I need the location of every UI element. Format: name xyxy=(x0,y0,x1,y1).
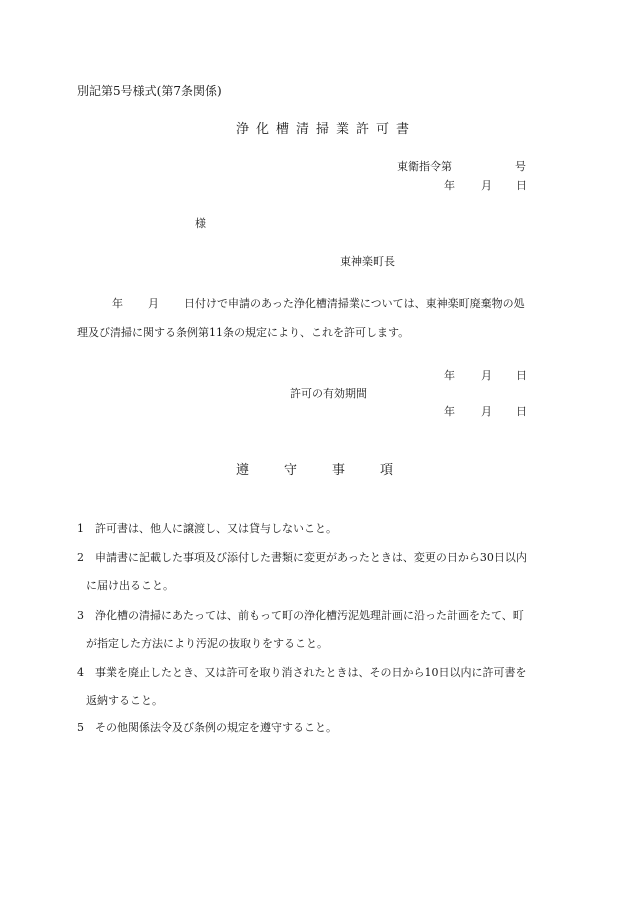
document-title: 浄化槽清掃業許可書 xyxy=(236,122,417,137)
obligations-heading-char-2: 守 xyxy=(284,463,298,478)
item-text: 申請書に記載した事項及び添付した書類に変更があったときは、変更の日から30日以内 xyxy=(95,551,527,564)
item-number: 2 xyxy=(77,551,84,564)
body-year: 年 xyxy=(112,297,123,310)
item-number: 1 xyxy=(77,522,84,535)
addressee-suffix: 様 xyxy=(195,217,206,230)
issue-date-day: 日 xyxy=(516,179,527,192)
issue-date-year: 年 xyxy=(444,179,455,192)
body-line-2: 理及び清掃に関する条例第11条の規定により、これを許可します。 xyxy=(77,326,410,339)
item-number: 5 xyxy=(77,721,84,734)
form-label: 別記第5号様式(第7条関係) xyxy=(77,84,222,98)
item-text-continued: が指定した方法により汚泥の抜取りをすること。 xyxy=(86,637,328,650)
item-text: 事業を廃止したとき、又は許可を取り消されたときは、その日から10日以内に許可書を xyxy=(95,666,527,679)
item-text: 浄化槽の清掃にあたっては、前もって町の浄化槽汚泥処理計画に沿った計画をたて、町 xyxy=(95,609,524,622)
item-text: その他関係法令及び条例の規定を遵守すること。 xyxy=(95,721,337,734)
item-text-continued: に届け出ること。 xyxy=(86,579,174,592)
validity-start-month: 月 xyxy=(481,369,492,382)
issuer: 東神楽町長 xyxy=(340,255,395,268)
obligations-heading-char-4: 項 xyxy=(380,463,394,478)
validity-start-day: 日 xyxy=(516,369,527,382)
doc-number-prefix: 東衛指令第 xyxy=(397,160,452,173)
body-month: 月 xyxy=(148,297,159,310)
validity-end-year: 年 xyxy=(444,405,455,418)
body-text-1: 日付けで申請のあった浄化槽清掃業については、東神楽町廃棄物の処 xyxy=(184,297,525,310)
obligations-heading-char-3: 事 xyxy=(332,463,346,478)
doc-number-suffix: 号 xyxy=(515,160,526,173)
item-number: 3 xyxy=(77,609,84,622)
issue-date-month: 月 xyxy=(481,179,492,192)
item-number: 4 xyxy=(77,666,84,679)
validity-end-month: 月 xyxy=(481,405,492,418)
validity-end-day: 日 xyxy=(516,405,527,418)
validity-start-year: 年 xyxy=(444,369,455,382)
item-text: 許可書は、他人に譲渡し、又は貸与しないこと。 xyxy=(95,522,337,535)
validity-label: 許可の有効期間 xyxy=(290,387,367,400)
obligations-heading-char-1: 遵 xyxy=(236,463,250,478)
item-text-continued: 返納すること。 xyxy=(86,694,163,707)
